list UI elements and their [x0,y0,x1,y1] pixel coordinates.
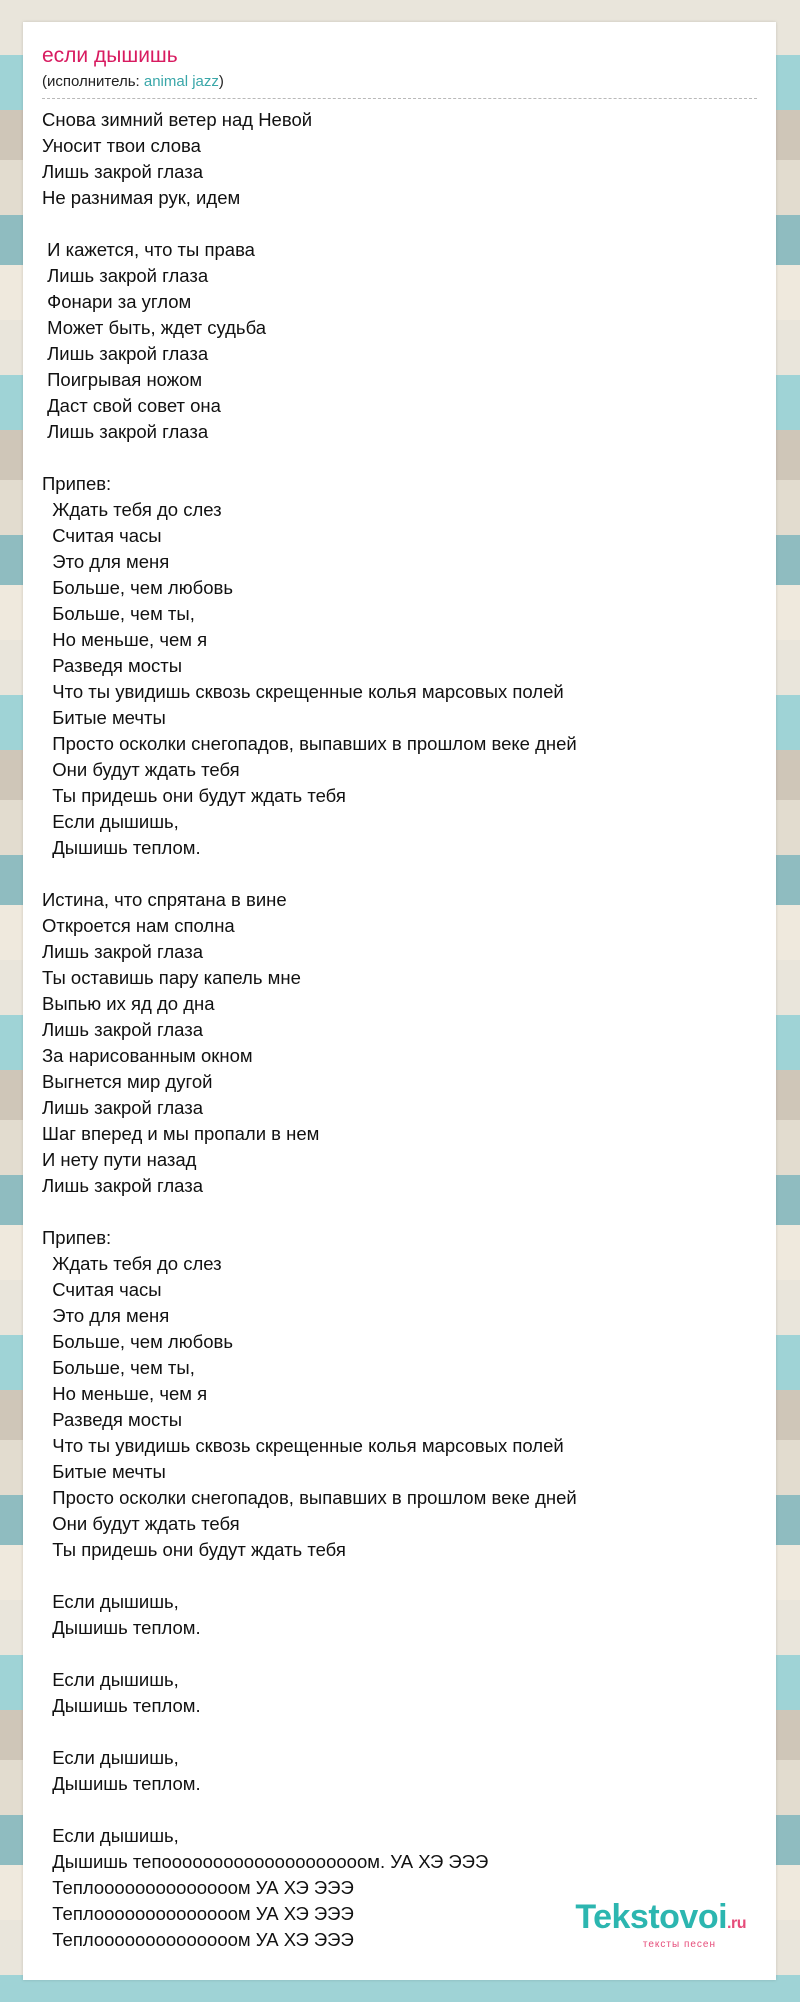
logo-main-text: Tekstovoi [575,1898,728,1936]
site-logo[interactable] [575,1900,746,1950]
logo-tagline: тексты песен [642,1939,716,1950]
logo-wordmark [575,1900,746,1941]
artist-link[interactable]: animal jazz [143,73,219,90]
artist-suffix: ) [218,73,224,90]
lyrics-card [23,22,776,1980]
song-title: если дышишь [42,44,178,67]
artist-prefix: (исполнитель: [42,73,144,90]
logo-tld: .ru [727,1915,746,1932]
artist-line [42,72,757,99]
lyrics-text: Снова зимний ветер над Невой Уносит твои слова Лишь закрой глаза Не разнимая рук, идем И кажется, что ты права Лишь закрой глаза Фонари за углом Может быть, ждет судьба Лишь закрой глаза Поигрывая ножом Даст свой совет она Лишь закрой глаза Припев: Ждать тебя до слез Считая часы Это для меня Больше, чем любовь Больше, чем ты, Но меньше, чем я Разведя мосты Что ты увидишь сквозь скрещенные колья марсовых полей Битые мечты Просто осколки снегопадов, выпавших в прошлом веке дней Они будут ждать тебя Ты придешь они будут ждать тебя Если дышишь, Дышишь теплом. Истина, что спрятана в вине Откроется нам сполна Лишь закрой глаза Ты оставишь пару капель мне Выпью их яд до дна Лишь закрой глаза За нарисованным окном Выгнется мир дугой Лишь закрой глаза Шаг вперед и мы пропали в нем И нету пути назад Лишь закрой глаза Припев: Ждать тебя до слез Считая часы Это для меня Больше, чем любовь Больше, чем ты, Но меньше, чем я Разведя мосты Что ты увидишь сквозь скрещенные колья марсовых полей Битые мечты Просто осколки снегопадов, выпавших в прошлом веке дней Они будут ждать тебя Ты придешь они будут ждать тебя Если дышишь, Дышишь теплом. Если дышишь, Дышишь теплом. Если дышишь, Дышишь теплом. Если дышишь, Дышишь тепоооооооооооооооооооом. УА ХЭ ЭЭЭ Теплоооооооооооооом УА ХЭ ЭЭЭ Теплоооооооооооооом УА ХЭ ЭЭЭ Теплоооооооооооооом УА ХЭ ЭЭЭ [42,109,577,1950]
